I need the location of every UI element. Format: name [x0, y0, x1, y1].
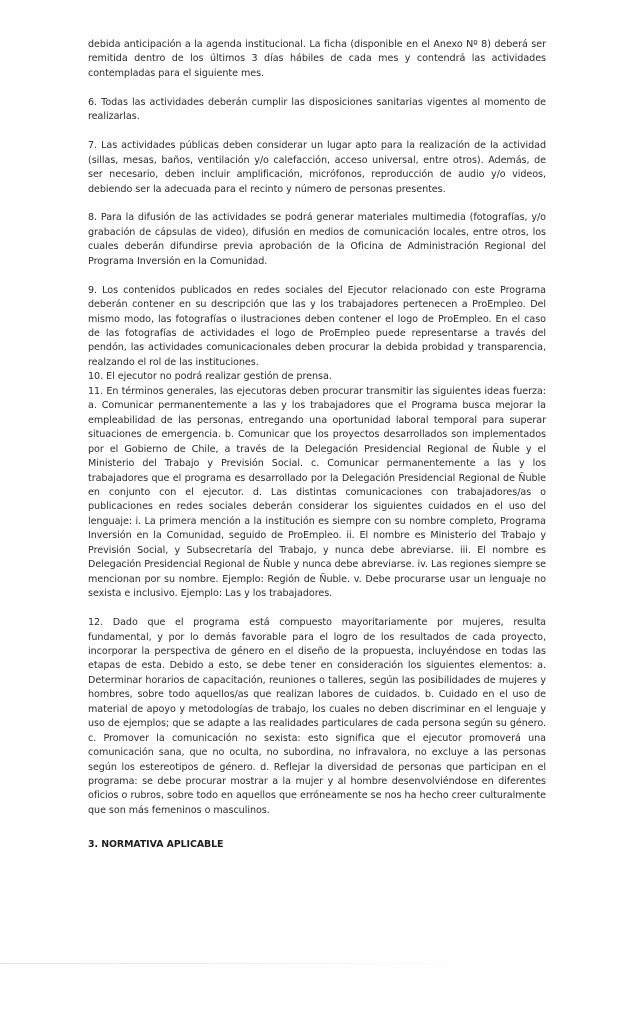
paragraph-7: 7. Las actividades públicas deben considerar un lugar apto para la realización de la actividad (sillas, mesas, baños, ventilación y/o calefacción, acceso universal, entre otros). Además, de ser necesario, deben incluir amplificación, micrófonos, reproducción de audio y/o videos, debiendo ser la adecuada para el recinto y número de personas presentes.	[88, 140, 546, 195]
paragraph-8: 8. Para la difusión de las actividades se podrá generar materiales multimedia (fotografías, y/o grabación de cápsulas de video), difusión en medios de comunicación locales, entre otros, los cuales deberán difundirse previa aprobación de la Oficina de Administración Regional del Programa Inversión en la Comunidad.	[88, 212, 546, 267]
section-heading: 3. NORMATIVA APLICABLE	[88, 839, 224, 851]
scan-artifact-line	[0, 963, 470, 964]
document-body	[88, 38, 546, 853]
paragraph-6: 6. Todas las actividades deberán cumplir las disposiciones sanitarias vigentes al momento de realizarlas.	[88, 96, 546, 123]
paragraph-5-continuation: debida anticipación a la agenda institucional. La ficha (disponible en el Anexo Nº 8) deberá ser remitida dentro de los últimos 3 días hábiles de cada mes y contendrá las actividades contempladas para el siguiente mes.	[88, 39, 546, 79]
paragraph-11: 11. En términos generales, las ejecutoras deben procurar transmitir las siguientes ideas fuerza: a. Comunicar permanentemente a las y los trabajadores que el Programa busca mejorar la empleabilidad de las personas, entregando una oportunidad laboral temporal para superar situaciones de emergencia. b. Comunicar que los proyectos desarrollados son implementados por el Gobierno de Chile, a través de la Delegación Presidencial Regional de Ñuble y el Ministerio del Trabajo y Previsión Social. c. Comunicar permanentemente a las y los trabajadores que el programa es desarrollado por la Delegación Presidencial Regional de Ñuble en conjunto con el ejecutor. d. Las distintas comunicaciones con trabajadores/as o publicaciones en redes sociales deberán considerar los siguientes cuidados en el uso del lenguaje: i. La primera mención a la institución es siempre con su nombre completo, Programa Inversión en la Comunidad, seguido de ProEmpleo. ii. El nombre es Ministerio del Trabajo y Previsión Social, y Subsecretaría del Trabajo, y nunca debe abreviarse. iii. El nombre es Delegación Presidencial Regional de Ñuble y nunca debe abreviarse. iv. Las regiones siempre se mencionan por su nombre. Ejemplo: Región de Ñuble. v. Debe procurarse usar un lenguaje no sexista e inclusivo. Ejemplo: Las y los trabajadores.	[88, 385, 546, 600]
paragraph-12: 12. Dado que el programa está compuesto mayoritariamente por mujeres, resulta fundamental, y por lo demás favorable para el logro de los resultados de cada proyecto, incorporar la perspectiva de género en el diseño de la propuesta, incluyéndose en todas las etapas de esta. Debido a esto, se debe tener en consideración los siguientes elementos: a. Determinar horarios de capacitación, reuniones o talleres, según las posibilidades de mujeres y hombres, sobre todo aquellos/as que realizan labores de cuidados. b. Cuidado en el uso de material de apoyo y metodologías de trabajo, los cuales no deben discriminar en el lenguaje y uso de ejemplos; que se adapte a las realidades particulares de cada persona según su género. c. Promover la comunicación no sexista: esto significa que el ejecutor promoverá una comunicación sana, que no oculta, no subordina, no infravalora, no excluye a las personas según los estereotipos de género. d. Reflejar la diversidad de personas que participan en el programa: se debe procurar mostrar a la mujer y al hombre desenvolviéndose en diferentes oficios o rubros, sobre todo en aquellos que erróneamente se nos ha hecho creer culturalmente que son más femeninos o masculinos.	[88, 617, 546, 816]
paragraph-9: 9. Los contenidos publicados en redes sociales del Ejecutor relacionado con este Programa deberán contener en su descripción que las y los trabajadores pertenecen a ProEmpleo. Del mismo modo, las fotografías o ilustraciones deben contener el logo de ProEmpleo. En el caso de las fotografías de actividades el logo de ProEmpleo puede representarse a través del pendón, las actividades comunicacionales deben procurar la debida probidad y transparencia, realzando el rol de las instituciones.	[88, 284, 546, 368]
paragraph-10: 10. El ejecutor no podrá realizar gestión de prensa.	[88, 371, 332, 383]
